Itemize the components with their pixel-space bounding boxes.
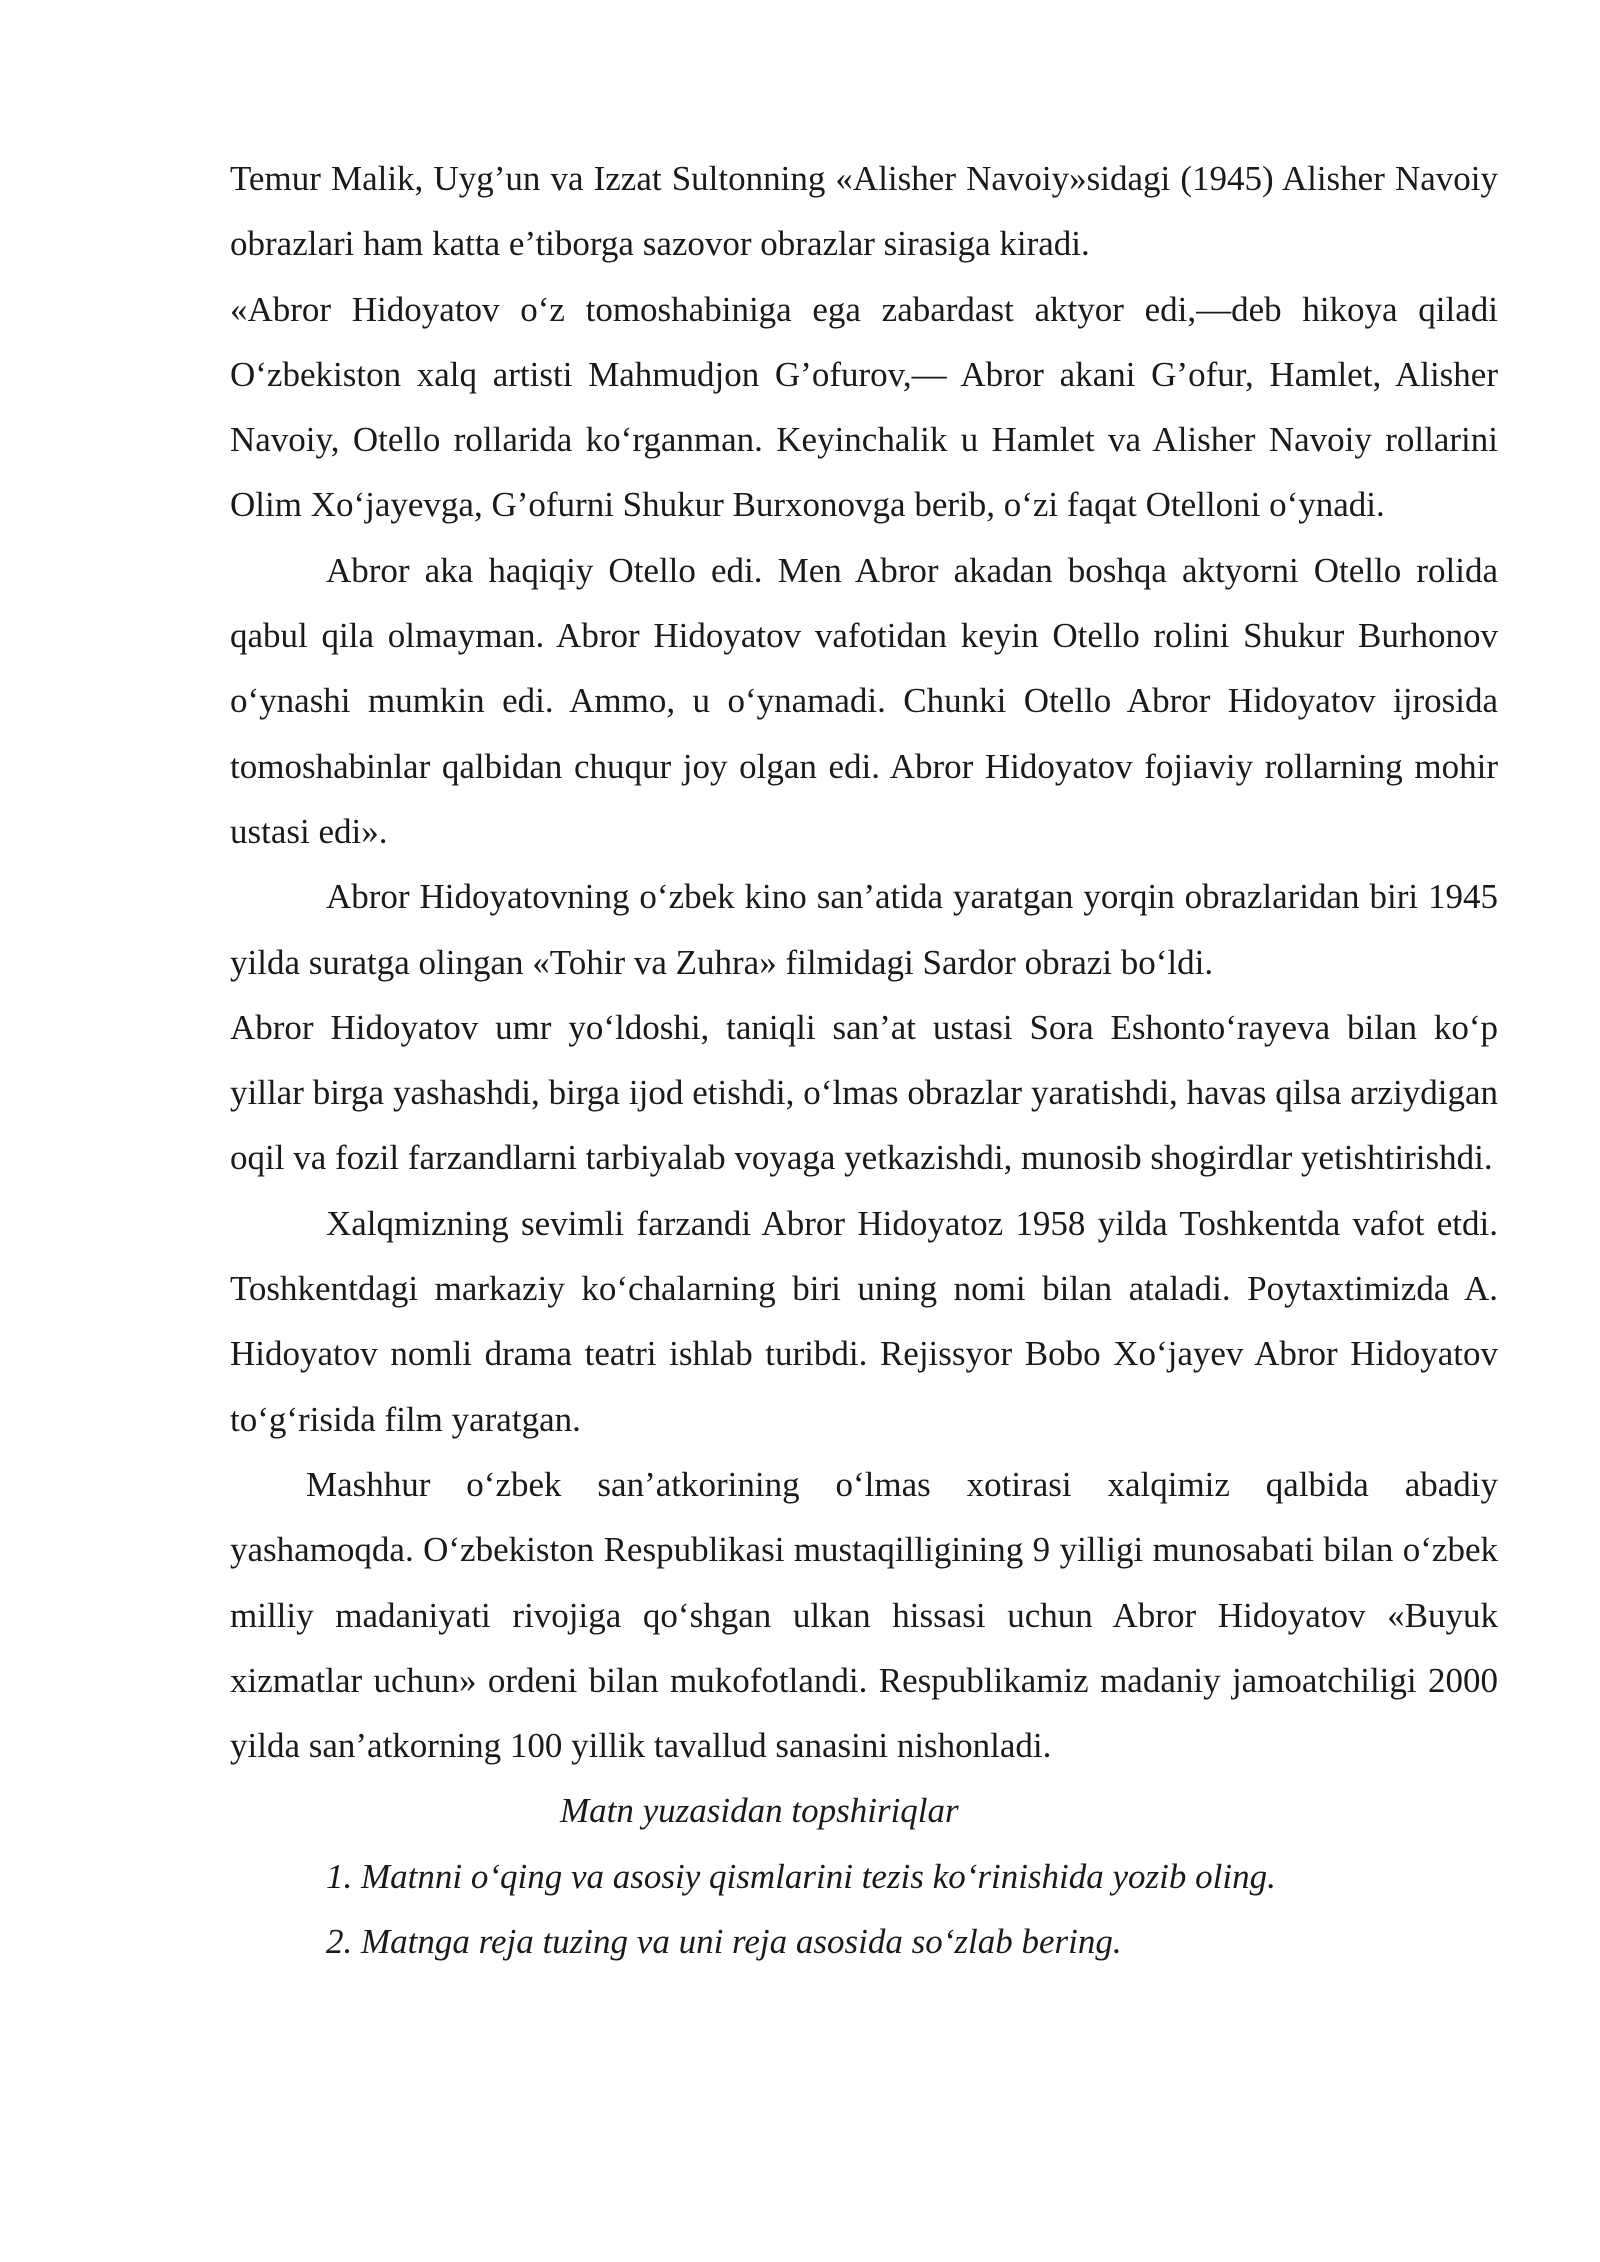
tasks-heading: Matn yuzasidan topshiriqlar (560, 1791, 959, 1831)
paragraph-navoiy-images: Temur Malik, Uyg’un va Izzat Sultonning «Alisher Navoiy»sidagi (1945) Alisher Navoiy obrazlari ham katta e’tiborga sazovor obrazlar sirasiga kiradi. (230, 159, 1498, 264)
paragraph-legacy: Mashhur oʻzbek san’atkorining oʻlmas xotirasi xalqimiz qalbida abadiy yashamoqda. Oʻzbekiston Respublikasi mustaqilligining 9 yilligi munosabati bilan oʻzbek milliy madaniyati rivojiga qoʻshgan ulkan hissasi uchun Abror Hidoyatov «Buyuk xizmatlar uchun» ordeni bilan mukofotlandi. Respublikamiz madaniy jamoatchiligi 2000 yilda san’atkorning 100 yillik tavallud sanasini nishonladi. (230, 1464, 1498, 1766)
paragraph-film-role: Abror Hidoyatovning oʻzbek kino san’atida yaratgan yorqin obrazlaridan biri 1945 yilda suratga olingan «Tohir va Zuhra» filmidagi Sardor obrazi boʻldi. (230, 877, 1498, 982)
paragraph-death-memory: Xalqmizning sevimli farzandi Abror Hidoyatoz 1958 yilda Toshkentda vafot etdi. Toshkentdagi markaziy koʻchalarning biri uning nomi bilan ataladi. Poytaxtimizda A. Hidoyatov nomli drama teatri ishlab turibdi. Rejissyor Bobo Xoʻjayev Abror Hidoyatov toʻgʻrisida film yaratgan. (230, 1203, 1498, 1439)
document-page (230, 146, 1498, 1974)
task-item-1: 1. Matnni oʻqing va asosiy qismlarini tezis koʻrinishida yozib oling. (326, 1856, 1276, 1896)
paragraph-otello-role: Abror aka haqiqiy Otello edi. Men Abror akadan boshqa aktyorni Otello rolida qabul qila olmayman. Abror Hidoyatov vafotidan keyin Otello rolini Shukur Burhonov oʻynashi mumkin edi. Ammo, u oʻynamadi. Chunki Otello Abror Hidoyatov ijrosida tomoshabinlar qalbidan chuqur joy olgan edi. Abror Hidoyatov fojiaviy rollarning mohir ustasi edi». (230, 550, 1498, 851)
paragraph-spouse: Abror Hidoyatov umr yoʻldoshi, taniqli san’at ustasi Sora Eshontoʻrayeva bilan koʻp yillar birga yashashdi, birga ijod etishdi, oʻlmas obrazlar yaratishdi, havas qilsa arziydigan oqil va fozil farzandlarni tarbiyalab voyaga yetkazishdi, munosib shogirdlar yetishtirishdi. (230, 1007, 1498, 1178)
paragraph-gofurov-quote: «Abror Hidoyatov oʻz tomoshabiniga ega zabardast aktyor edi,—deb hikoya qiladi Oʻzbekiston xalq artisti Mahmudjon G’ofurov,— Abror akani G’ofur, Hamlet, Alisher Navoiy, Otello rollarida koʻrganman. Keyinchalik u Hamlet va Alisher Navoiy rollarini Olim Xoʻjayevga, G’ofurni Shukur Burxonovga berib, oʻzi faqat Otelloni oʻynadi. (230, 289, 1498, 525)
task-item-2: 2. Matnga reja tuzing va uni reja asosida soʻzlab bering. (326, 1922, 1122, 1962)
